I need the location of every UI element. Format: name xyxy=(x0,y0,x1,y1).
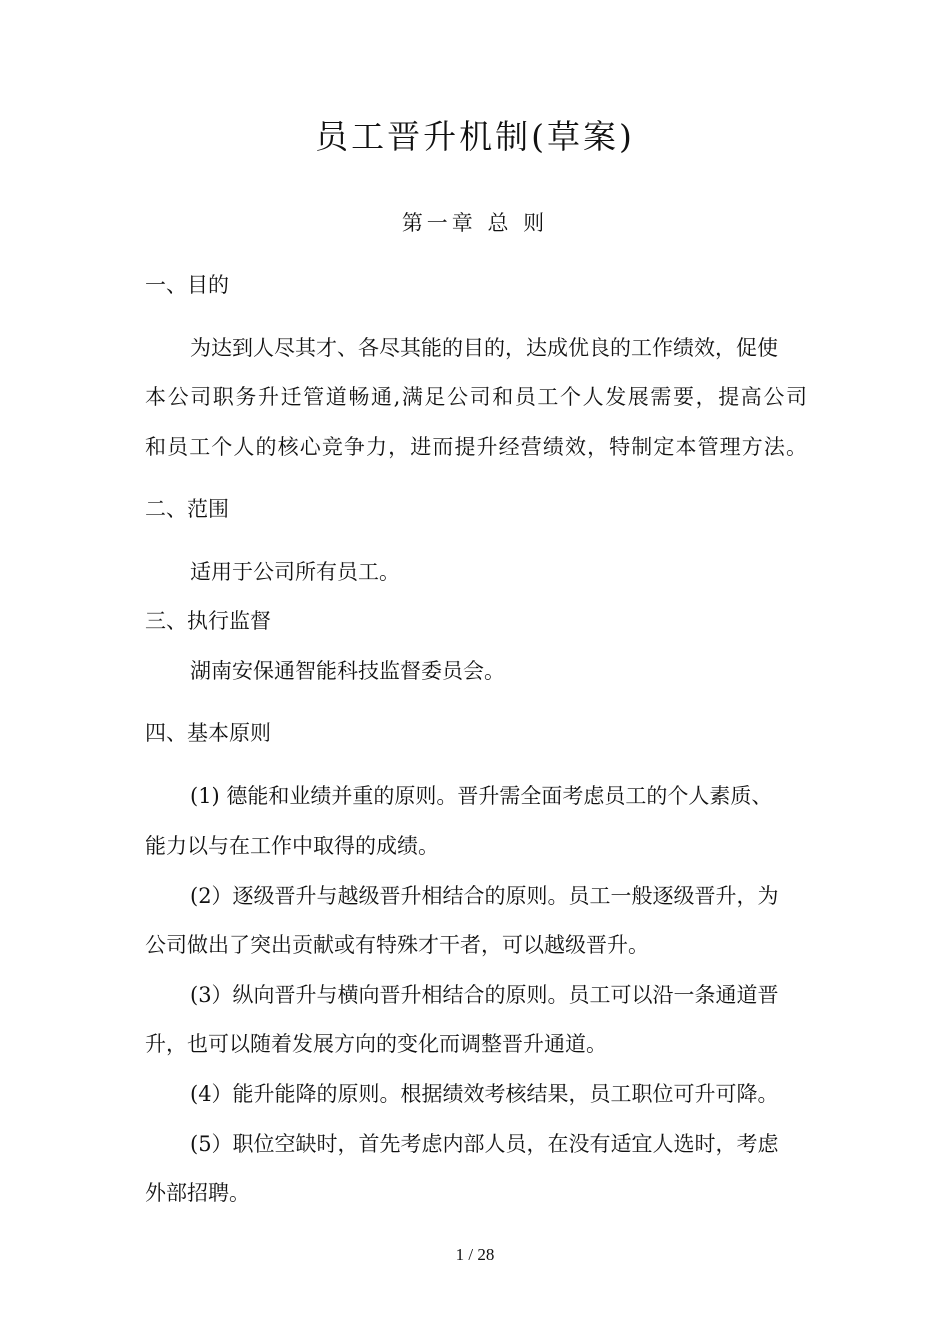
principle-item-line: (2）逐级晋升与越级晋升相结合的原则。员工一般逐级晋升，为 xyxy=(190,884,779,908)
document-title: 员工晋升机制(草案) xyxy=(315,117,635,156)
principle-item-line: (1) 德能和业绩并重的原则。晋升需全面考虑员工的个人素质、 xyxy=(190,784,773,808)
paragraph-line: 和员工个人的核心竞争力，进而提升经营绩效，特制定本管理方法。 xyxy=(145,435,807,459)
paragraph-line: 为达到人尽其才、各尽其能的目的，达成优良的工作绩效，促使 xyxy=(190,336,778,360)
section-heading-principles: 四、基本原则 xyxy=(145,721,271,745)
principle-item-line: 公司做出了突出贡献或有特殊才干者，可以越级晋升。 xyxy=(145,933,649,957)
page-number: 1 / 28 xyxy=(455,1245,495,1264)
principle-item-line: 升，也可以随着发展方向的变化而调整晋升通道。 xyxy=(145,1032,607,1056)
principle-item-line: 外部招聘。 xyxy=(145,1181,250,1205)
paragraph-line: 湖南安保通智能科技监督委员会。 xyxy=(190,659,505,683)
section-heading-scope: 二、范围 xyxy=(145,497,229,521)
principle-item-line: 能力以与在工作中取得的成绩。 xyxy=(145,834,439,858)
paragraph-line: 本公司职务升迁管道畅通,满足公司和员工个人发展需要，提高公司 xyxy=(145,385,807,409)
principle-item-line: (3）纵向晋升与横向晋升相结合的原则。员工可以沿一条通道晋 xyxy=(190,983,779,1007)
principle-item-line: (4）能升能降的原则。根据绩效考核结果，员工职位可升可降。 xyxy=(190,1082,779,1106)
chapter-heading: 第一章 总 则 xyxy=(401,211,549,235)
section-heading-purpose: 一、目的 xyxy=(145,273,229,297)
section-heading-supervision: 三、执行监督 xyxy=(145,609,271,633)
paragraph-line: 适用于公司所有员工。 xyxy=(190,560,400,584)
principle-item-line: (5）职位空缺时，首先考虑内部人员，在没有适宜人选时，考虑 xyxy=(190,1132,779,1156)
